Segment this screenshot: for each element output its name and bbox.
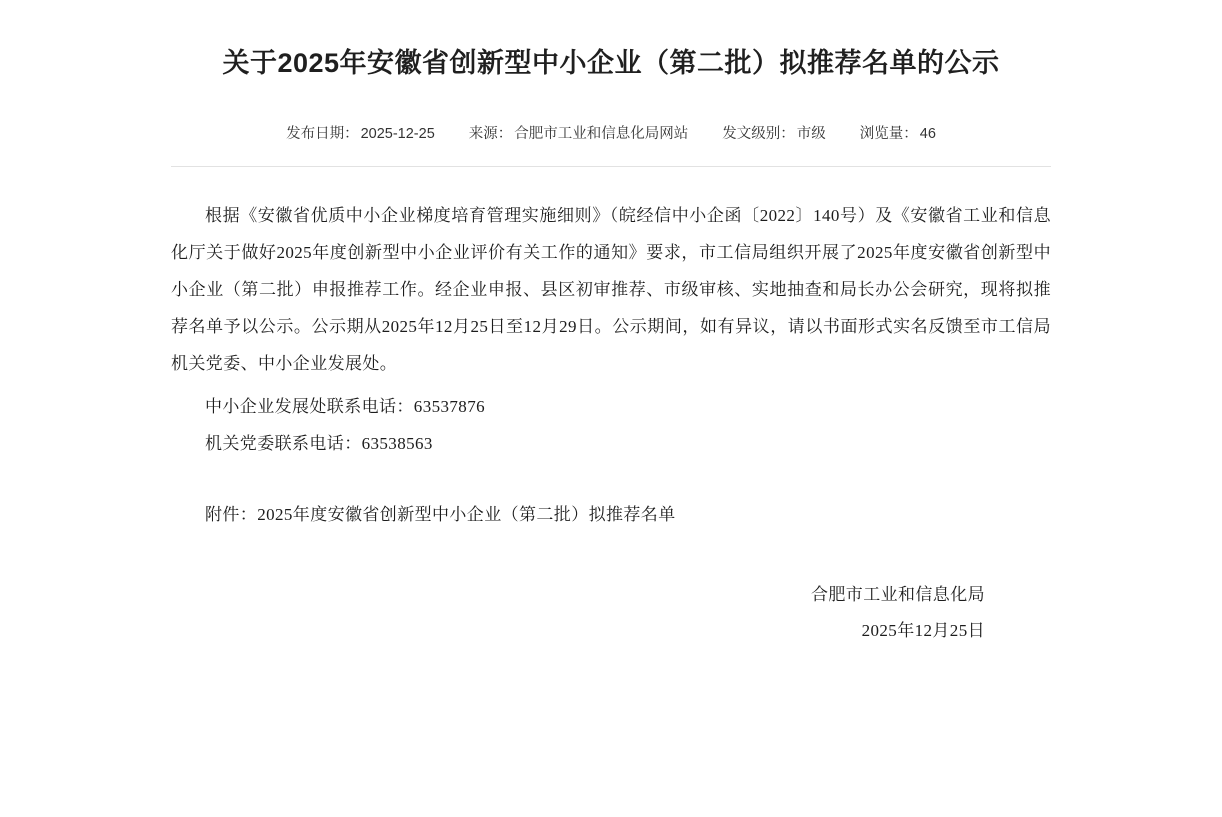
body-paragraph-1: 根据《安徽省优质中小企业梯度培育管理实施细则》（皖经信中小企函〔2022〕140号）及《安徽省工业和信息化厅关于做好2025年度创新型中小企业评价有关工作的通知》要求，市工信局组织开展了2025年度安徽省创新型中小企业（第二批）申报推荐工作。经企业申报、县区初审推荐、市级审核、实地抽查和局长办公会研究，现将拟推荐名单予以公示。公示期从2025年12月25日至12月29日。公示期间，如有异议，请以书面形式实名反馈至市工信局机关党委、中小企业发展处。: [171, 206, 1051, 373]
meta-source: [469, 124, 689, 144]
signature-date: 2025年12月25日: [861, 621, 985, 640]
paragraph-spacer: [171, 462, 1051, 496]
page-title: 关于2025年安徽省创新型中小企业（第二批）拟推荐名单的公示: [222, 48, 1000, 78]
meta-views-value: 46: [919, 126, 936, 142]
article-body: [171, 197, 1051, 533]
meta-level-label: 发文级别：: [722, 126, 795, 142]
meta-publish-date-label: 发布日期：: [286, 126, 359, 142]
meta-views: [860, 124, 936, 144]
meta-publish-date: [286, 124, 435, 144]
meta-source-label: 来源：: [468, 126, 513, 142]
meta-publish-date-value: 2025-12-25: [360, 126, 435, 142]
article-meta-bar: [171, 124, 1051, 144]
meta-level: [722, 124, 826, 144]
body-paragraph-3: 机关党委联系电话：63538563: [205, 434, 433, 453]
body-paragraph-2: 中小企业发展处联系电话：63537876: [205, 397, 485, 416]
meta-source-value: 合肥市工业和信息化局网站: [514, 126, 689, 142]
header-divider: [171, 166, 1051, 167]
signature-block: [171, 577, 1051, 649]
article-container: [171, 0, 1051, 649]
meta-views-label: 浏览量：: [859, 126, 918, 142]
signature-organization: 合肥市工业和信息化局: [811, 585, 985, 604]
attachment-line: 附件：2025年度安徽省创新型中小企业（第二批）拟推荐名单: [205, 505, 676, 524]
meta-level-value: 市级: [796, 126, 826, 142]
